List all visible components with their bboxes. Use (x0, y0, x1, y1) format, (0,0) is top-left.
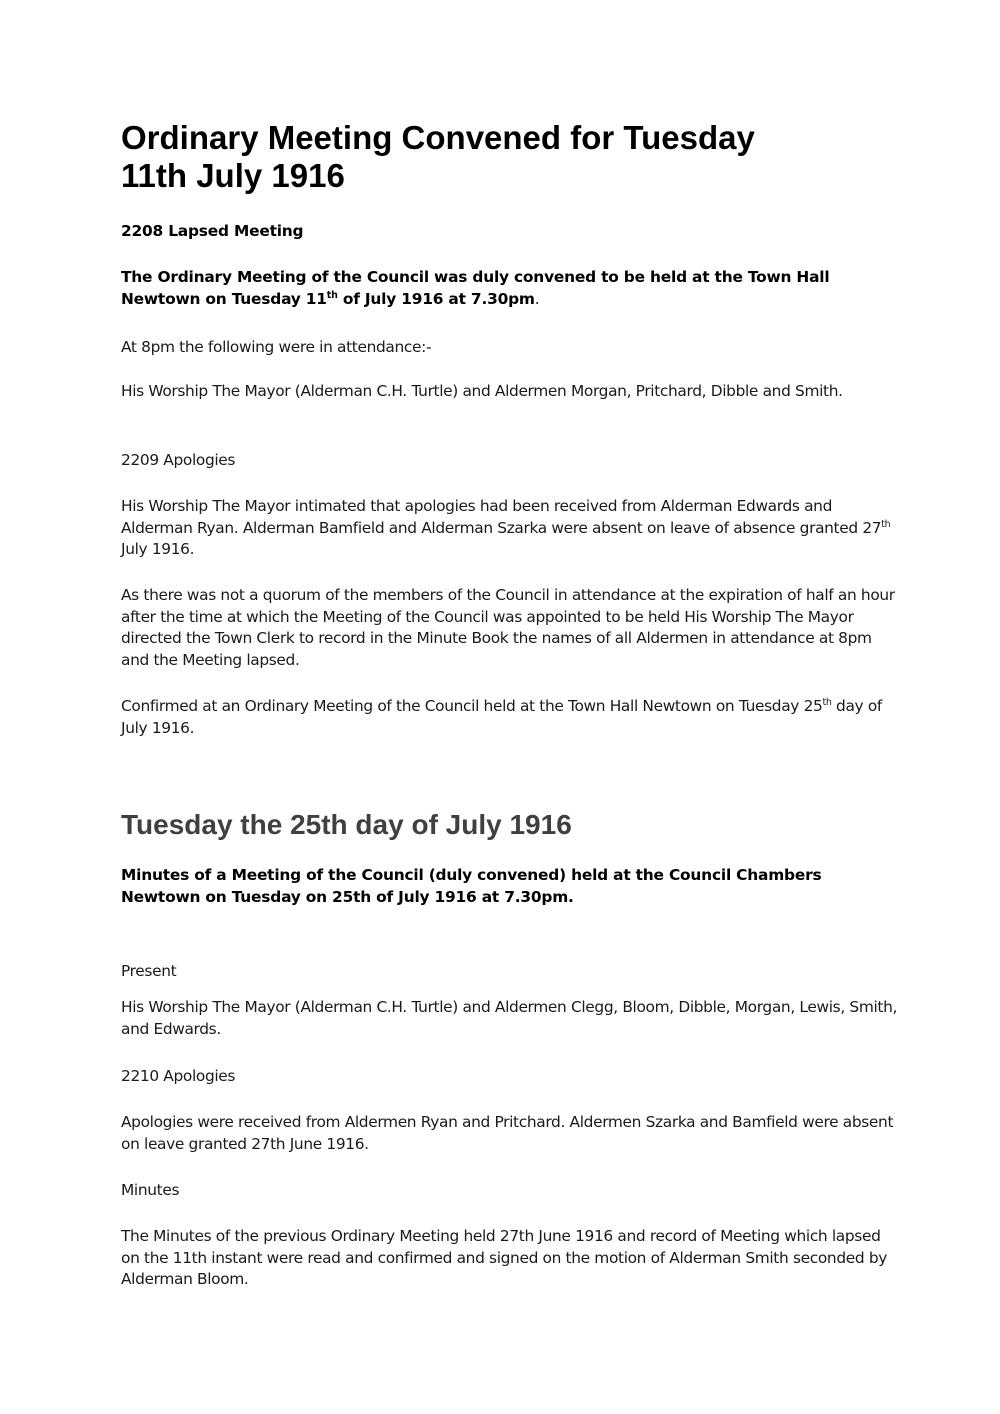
apologies-2209-text-a: His Worship The Mayor intimated that apologies had been received from Alderman Edwards and Alderman Ryan. Alderman Bamfield and Alderman Szarka were absent on leave of absence granted 27 (121, 497, 882, 537)
minutes-label: Minutes (121, 1181, 180, 1199)
convened-sup: th (326, 289, 338, 301)
convened-end: . (534, 289, 540, 308)
second-meeting-heading: Tuesday the 25th day of July 1916 (121, 809, 572, 840)
confirmed-text-b: day of July 1916. (121, 697, 882, 737)
convened-paragraph (121, 267, 901, 310)
present-label: Present (121, 962, 177, 980)
attendance-list: His Worship The Mayor (Alderman C.H. Turtle) and Aldermen Morgan, Pritchard, Dibble and Smith. (121, 382, 843, 400)
item-2210-heading: 2210 Apologies (121, 1067, 236, 1085)
quorum-paragraph: As there was not a quorum of the members of the Council in attendance at the expiration of half an hour after the time at which the Meeting of the Council was appointed to be held His Worship The Mayor directed the Town Clerk to record in the Minute Book the names of all Aldermen in attendance at 8pm and the Meeting lapsed. (121, 586, 895, 669)
apologies-2209-sup: th (881, 518, 891, 530)
item-2208-heading: 2208 Lapsed Meeting (121, 222, 304, 240)
confirmed-paragraph (121, 696, 901, 739)
meeting-heading (121, 119, 755, 195)
convened-text-a: The Ordinary Meeting of the Council was duly convened to be held at the Town Hall Newtown on Tuesday 11 (121, 268, 830, 308)
confirmed-sup: th (822, 697, 832, 708)
apologies-2210-paragraph: Apologies were received from Aldermen Ryan and Pritchard. Aldermen Szarka and Bamfield were absent on leave granted 27th June 1916. (121, 1113, 894, 1153)
minutes-paragraph: The Minutes of the previous Ordinary Meeting held 27th June 1916 and record of Meeting which lapsed on the 11th instant were read and confirmed and signed on the motion of Alderman Smith seconded by Alderman Bloom. (121, 1227, 887, 1288)
meeting-heading-line-1: Ordinary Meeting Convened for Tuesday (121, 119, 755, 156)
item-2209-heading: 2209 Apologies (121, 451, 236, 469)
meeting-heading-line-2: 11th July 1916 (121, 157, 345, 194)
convened-text-b: of July 1916 at 7.30pm (337, 289, 535, 308)
apologies-2209-paragraph (121, 496, 901, 561)
attendance-intro: At 8pm the following were in attendance:- (121, 338, 432, 356)
apologies-2209-text-b: July 1916. (121, 540, 195, 558)
present-list: His Worship The Mayor (Alderman C.H. Turtle) and Aldermen Clegg, Bloom, Dibble, Morgan, Lewis, Smith, and Edwards. (121, 998, 898, 1038)
minutes-intro: Minutes of a Meeting of the Council (duly convened) held at the Council Chambers Newtown on Tuesday on 25th of July 1916 at 7.30pm. (121, 866, 822, 906)
convened-text (121, 268, 829, 308)
confirmed-text-a: Confirmed at an Ordinary Meeting of the Council held at the Town Hall Newtown on Tuesday 25 (121, 697, 823, 715)
